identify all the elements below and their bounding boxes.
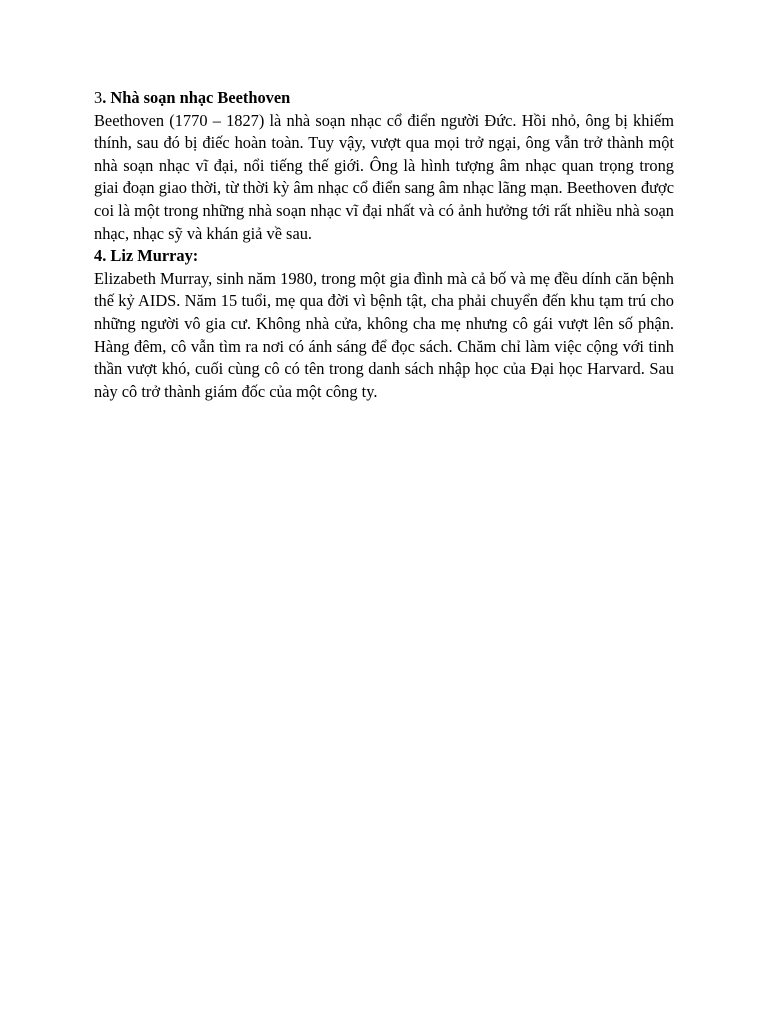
section-4-body: Elizabeth Murray, sinh năm 1980, trong một gia đình mà cả bố và mẹ đều dính căn bệnh thế kỷ AIDS. Năm 15 tuổi, mẹ qua đời vì bệnh tật, cha phải chuyển đến khu tạm trú cho những người vô gia cư. Không nhà cửa, không cha mẹ nhưng cô gái vượt lên số phận. Hàng đêm, cô vẫn tìm ra nơi có ánh sáng để đọc sách. Chăm chỉ làm việc cộng với tinh thần vượt khó, cuối cùng cô có tên trong danh sách nhập học của Đại học Harvard. Sau này cô trở thành giám đốc của một công ty. (94, 268, 674, 401)
section-3-number: 3 (94, 88, 103, 107)
section-3-heading (94, 87, 674, 110)
section-4-heading: 4. Liz Murray: (94, 246, 199, 266)
section-3-title: . Nhà soạn nhạc Beethoven (102, 88, 291, 107)
document-page (94, 87, 674, 403)
section-3-body: Beethoven (1770 – 1827) là nhà soạn nhạc cổ điển người Đức. Hồi nhỏ, ông bị khiếm thính, sau đó bị điếc hoàn toàn. Tuy vậy, vượt qua mọi trở ngại, ông vẫn trở thành một nhà soạn nhạc vĩ đại, nổi tiếng thế giới. Ông là hình tượng âm nhạc quan trọng trong giai đoạn giao thời, từ thời kỳ âm nhạc cổ điển sang âm nhạc lãng mạn. Beethoven được coi là một trong những nhà soạn nhạc vĩ đại nhất và có ảnh hưởng tới rất nhiều nhà soạn nhạc, nhạc sỹ và khán giả về sau. (94, 110, 674, 243)
